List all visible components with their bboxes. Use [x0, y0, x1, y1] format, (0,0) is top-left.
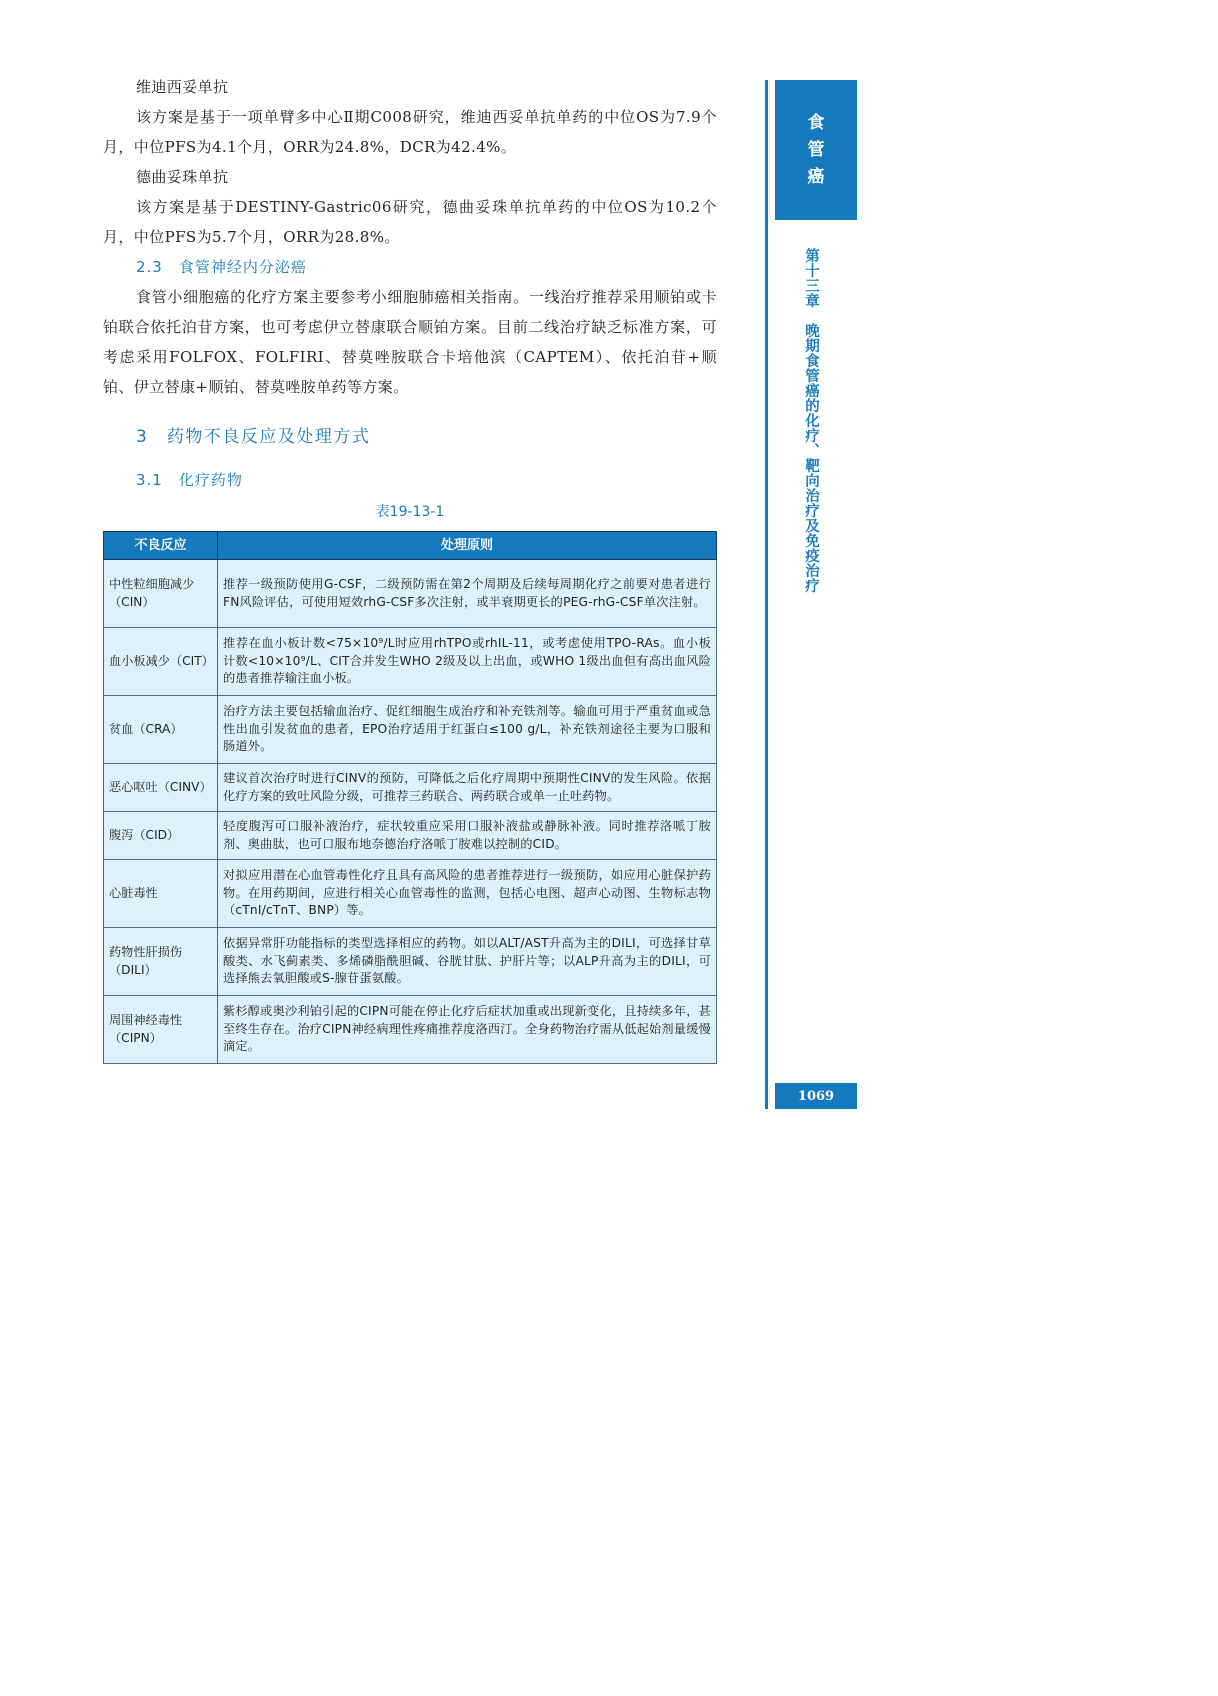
table-row	[104, 928, 717, 996]
table-row	[104, 628, 717, 696]
topic-char: 食	[807, 112, 825, 133]
reaction-cell: 恶心呕吐（CINV）	[104, 764, 218, 812]
chapter-title: 第十三章 晚期食管癌的化疗、靶向治疗及免疫治疗	[803, 248, 819, 593]
principle-cell: 推荐一级预防使用G-CSF，二级预防需在第2个周期及后续每周期化疗之前要对患者进行FN风险评估，可使用短效rhG-CSF多次注射，或半衰期更长的PEG-rhG-CSF单次注射。	[218, 560, 717, 628]
table-caption: 表19-13-1	[375, 504, 445, 520]
adverse-reaction-table	[103, 531, 717, 1064]
reaction-cell: 周围神经毒性（CIPN）	[104, 996, 218, 1064]
table-row	[104, 696, 717, 764]
page-content	[103, 72, 717, 1064]
reaction-cell: 血小板减少（CIT）	[104, 628, 218, 696]
drug-name-disitamab: 维迪西妥单抗	[136, 78, 229, 96]
drug-name-trastuzumab-deruxtecan: 德曲妥珠单抗	[136, 168, 229, 186]
reaction-cell: 腹泻（CID）	[104, 812, 218, 860]
page-number: 1069	[775, 1083, 857, 1109]
column-header-reaction: 不良反应	[104, 532, 218, 560]
principle-cell: 紫杉醇或奥沙利铂引起的CIPN可能在停止化疗后症状加重或出现新变化，且持续多年，甚至终生存在。治疗CIPN神经病理性疼痛推荐度洛西汀。全身药物治疗需从低起始剂量缓慢滴定。	[218, 996, 717, 1064]
section-heading-3: 3 药物不良反应及处理方式	[136, 427, 371, 447]
table-row	[104, 764, 717, 812]
reaction-cell: 药物性肝损伤（DILI）	[104, 928, 218, 996]
principle-cell: 建议首次治疗时进行CINV的预防，可降低之后化疗周期中预期性CINV的发生风险。依据化疗方案的致吐风险分级，可推荐三药联合、两药联合或单一止吐药物。	[218, 764, 717, 812]
section-2-3-paragraph: 食管小细胞癌的化疗方案主要参考小细胞肺癌相关指南。一线治疗推荐采用顺铂或卡铂联合依托泊苷方案，也可考虑伊立替康联合顺铂方案。目前二线治疗缺乏标准方案，可考虑采用FOLFOX、FOLFIRI、替莫唑胺联合卡培他滨（CAPTEM）、依托泊苷+顺铂、伊立替康+顺铂、替莫唑胺单药等方案。	[103, 288, 717, 396]
table-row	[104, 560, 717, 628]
principle-cell: 对拟应用潜在心血管毒性化疗且具有高风险的患者推荐进行一级预防，如应用心脏保护药物。在用药期间，应进行相关心血管毒性的监测，包括心电图、超声心动图、生物标志物（cTnI/cTnT、BNP）等。	[218, 860, 717, 928]
topic-char: 管	[807, 139, 825, 160]
topic-char: 癌	[807, 166, 825, 187]
drug-paragraph-trastuzumab-deruxtecan: 该方案是基于DESTINY-Gastric06研究，德曲妥珠单抗单药的中位OS为10.2个月，中位PFS为5.7个月，ORR为28.8%。	[103, 198, 717, 246]
column-header-principle: 处理原则	[218, 532, 717, 560]
reaction-cell: 心脏毒性	[104, 860, 218, 928]
reaction-cell: 贫血（CRA）	[104, 696, 218, 764]
table-row	[104, 860, 717, 928]
sidebar-topic-tab	[775, 80, 857, 220]
section-heading-3-1: 3.1 化疗药物	[136, 471, 243, 489]
principle-cell: 推荐在血小板计数<75×10⁹/L时应用rhTPO或rhIL-11，或考虑使用TPO-RAs。血小板计数<10×10⁹/L、CIT合并发生WHO 2级及以上出血，或WHO 1级出血但有高出血风险的患者推荐输注血小板。	[218, 628, 717, 696]
drug-paragraph-disitamab: 该方案是基于一项单臂多中心Ⅱ期C008研究，维迪西妥单抗单药的中位OS为7.9个月，中位PFS为4.1个月，ORR为24.8%，DCR为42.4%。	[103, 108, 717, 156]
section-heading-2-3: 2.3 食管神经内分泌癌	[136, 258, 307, 276]
table-row	[104, 812, 717, 860]
table-row	[104, 996, 717, 1064]
principle-cell: 轻度腹泻可口服补液治疗，症状较重应采用口服补液盐或静脉补液。同时推荐洛哌丁胺剂、奥曲肽，也可口服布地奈德治疗洛哌丁胺难以控制的CID。	[218, 812, 717, 860]
principle-cell: 治疗方法主要包括输血治疗、促红细胞生成治疗和补充铁剂等。输血可用于严重贫血或急性出血引发贫血的患者，EPO治疗适用于红蛋白≤100 g/L，补充铁剂途径主要为口服和肠道外。	[218, 696, 717, 764]
reaction-cell: 中性粒细胞减少（CIN）	[104, 560, 218, 628]
principle-cell: 依据异常肝功能指标的类型选择相应的药物。如以ALT/AST升高为主的DILI，可选择甘草酸类、水飞蓟素类、多烯磷脂酰胆碱、谷胱甘肽、护肝片等；以ALP升高为主的DILI，可选择熊去氧胆酸或S-腺苷蛋氨酸。	[218, 928, 717, 996]
table-header-row	[104, 532, 717, 560]
sidebar-rule	[765, 80, 768, 1109]
